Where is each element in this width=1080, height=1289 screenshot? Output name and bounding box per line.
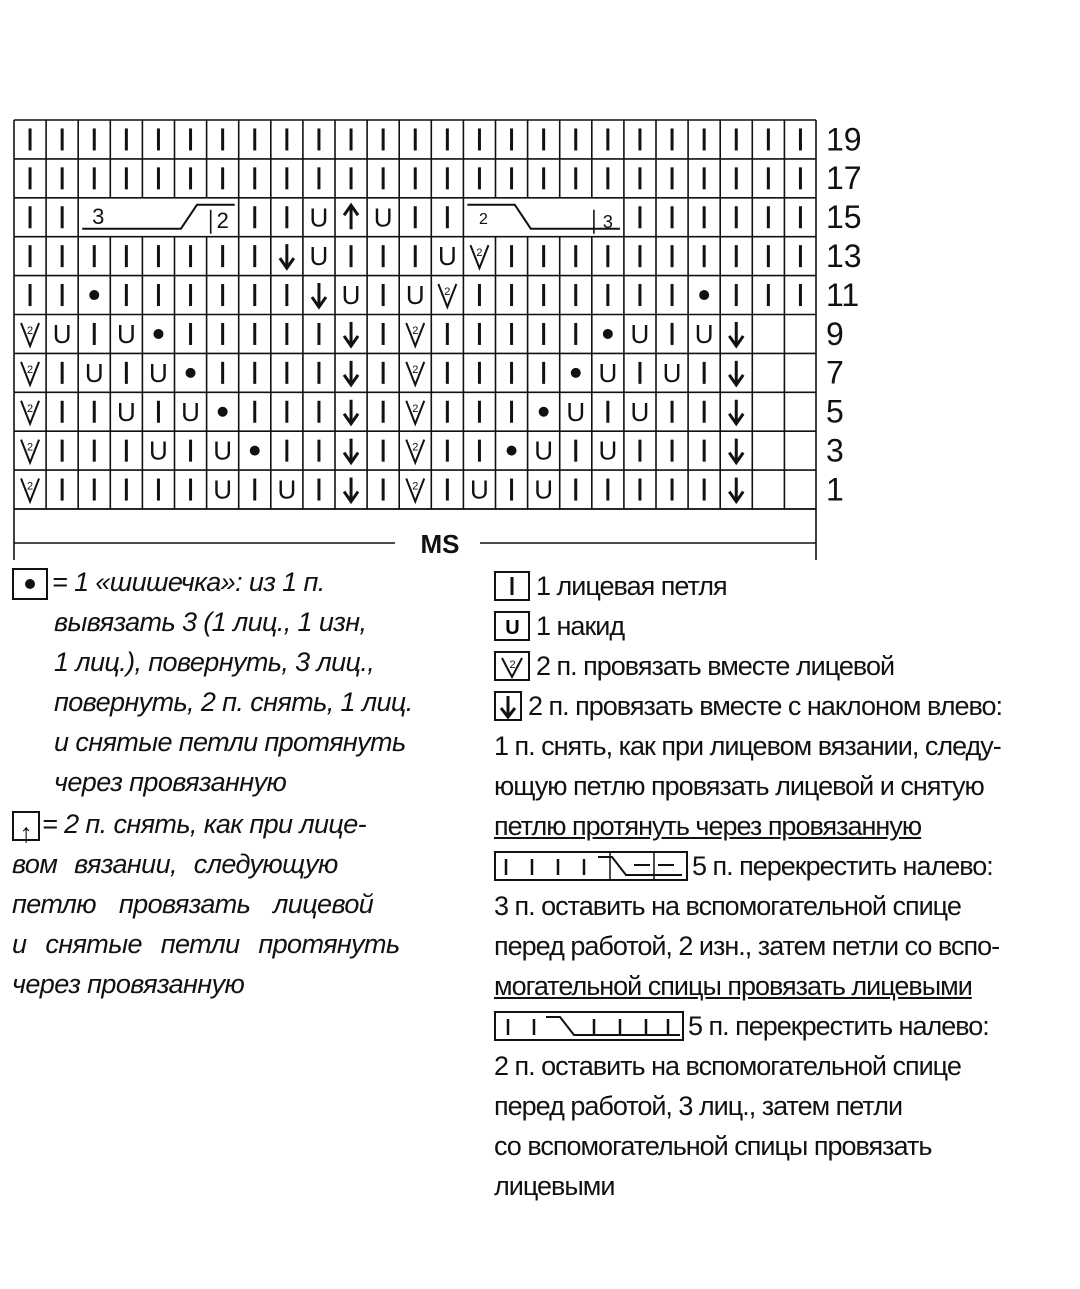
yarn-over-stitch: U	[534, 435, 554, 466]
legend-bobble-line-2: 1 лиц.), повернуть, 3 лиц.,	[54, 647, 375, 677]
yarn-over-stitch: U	[277, 474, 297, 505]
yarn-over-stitch: U	[149, 435, 168, 466]
row-label: 15	[826, 199, 862, 236]
row-label: 17	[826, 160, 862, 197]
cable-label-start: 2	[478, 210, 488, 228]
k2tog-number: 2	[26, 402, 34, 415]
legend-cable1-line-2: перед работой, 2 изн., затем петли со вспо-	[494, 931, 1000, 961]
legend-arrow-line-3: и снятые петли протянуть	[12, 929, 400, 959]
yarn-over-stitch: U	[598, 435, 618, 466]
bobble-stitch	[218, 407, 228, 417]
yarn-over-stitch: U	[309, 202, 329, 233]
row-label: 19	[826, 121, 862, 158]
legend-bobble-line-0: = 1 «шишечка»: из 1 п.	[12, 562, 482, 602]
legend-arrow-line-0: ↑ = 2 п. снять, как при лице-	[12, 804, 482, 844]
legend-bobble-line-4: и снятые петли протянуть	[54, 727, 406, 757]
cable-label-end: 2	[216, 207, 229, 233]
cable-cross-left-2-3-icon	[494, 1011, 684, 1041]
legend-ssk-line-2: ющую петлю провязать лицевой и снятую	[494, 771, 984, 801]
legend-ssk-line-3: петлю протянуть через провязанную	[494, 811, 922, 841]
yarn-over-stitch: U	[213, 435, 233, 466]
k2tog-number: 2	[444, 286, 451, 299]
legend-cable1-line-0: 5 п. перекрестить налево:	[494, 846, 1064, 886]
yarn-over-stitch: U	[309, 241, 329, 272]
legend-cable1-line-1: 3 п. оставить на вспомогательной спице	[494, 891, 961, 921]
yarn-over-stitch: U	[373, 202, 393, 233]
legend-arrow-line-1: вом вязании, следующую	[12, 849, 338, 879]
k2tog-number: 2	[412, 324, 419, 337]
cable-label-start: 3	[92, 203, 105, 229]
legend-cable2-line-4: лицевыми	[494, 1171, 615, 1201]
yarn-over-stitch: U	[598, 357, 618, 388]
yarn-over-stitch: U	[52, 318, 72, 349]
cable-cross-line	[467, 205, 620, 229]
knit-symbol-icon	[494, 571, 530, 601]
arrow-up-icon: ↑	[12, 811, 40, 841]
yarn-over-letter: U	[505, 617, 519, 639]
legend-yo: U 1 накид	[494, 606, 1064, 646]
yarn-over-stitch: U	[534, 474, 554, 505]
bobble-symbol	[12, 568, 48, 600]
legend-right	[494, 566, 1064, 1206]
yarn-over-stitch: U	[84, 357, 104, 388]
legend-bobble-line-5: через провязанную	[54, 767, 287, 797]
legend-cable2-line-3: со вспомогательной спицы провязать	[494, 1131, 932, 1161]
svg-text:2: 2	[509, 659, 515, 671]
bobble-stitch	[699, 290, 709, 300]
legend-k2tog: 2 2 п. провязать вместе лицевой	[494, 646, 1064, 686]
yarn-over-stitch: U	[470, 474, 489, 505]
bobble-stitch	[571, 368, 581, 378]
k2tog-number: 2	[412, 480, 419, 493]
legend-cable2-line-0: 5 п. перекрестить налево:	[494, 1006, 1064, 1046]
cable-cross-line	[82, 205, 235, 229]
legend-cable2-line-2: перед работой, 3 лиц., затем петли	[494, 1091, 903, 1121]
row-label: 3	[826, 432, 844, 469]
yarn-over-stitch: U	[116, 318, 136, 349]
yarn-over-stitch: U	[437, 241, 457, 272]
row-label: 13	[826, 238, 862, 275]
row-label: 11	[826, 276, 860, 313]
k2tog-number: 2	[412, 402, 419, 415]
yarn-over-stitch: U	[694, 318, 714, 349]
legend-cable2-line-1: 2 п. оставить на вспомогательной спице	[494, 1051, 961, 1081]
yarn-over-stitch: U	[630, 396, 650, 427]
legend-cable1-line-3: могательной спицы провязать лицевыми	[494, 971, 972, 1001]
row-label: 9	[826, 315, 844, 352]
yarn-over-stitch: U	[149, 357, 168, 388]
bobble-stitch	[603, 329, 613, 339]
legend-arrow-line-2: петлю провязать лицевой	[12, 889, 374, 919]
k2tog-number: 2	[26, 324, 34, 337]
bobble-stitch	[250, 446, 260, 456]
bobble-stitch	[89, 290, 99, 300]
row-label: 5	[826, 393, 844, 430]
legend-bobble-line-3: повернуть, 2 п. снять, 1 лиц.	[54, 687, 413, 717]
k2tog-number: 2	[412, 441, 419, 454]
k2tog-number: 2	[412, 363, 419, 376]
bobble-stitch	[186, 368, 196, 378]
legend-bobble-line-1: вывязать 3 (1 лиц., 1 изн,	[54, 607, 367, 637]
cable-label-end: 3	[602, 211, 613, 232]
yarn-over-stitch: U	[630, 318, 650, 349]
legend-left	[12, 562, 482, 1004]
knitting-chart	[0, 0, 1080, 560]
ssk-symbol-icon	[494, 691, 522, 721]
row-label: 1	[826, 471, 844, 508]
yarn-over-stitch: U	[341, 280, 361, 311]
ms-label: MS	[420, 529, 460, 559]
k2tog-number: 2	[26, 363, 34, 376]
row-label: 7	[826, 354, 844, 391]
bobble-stitch	[507, 446, 517, 456]
k2tog-number: 2	[476, 247, 483, 260]
legend-ssk-line-0: 2 п. провязать вместе с наклоном влево:	[494, 686, 1064, 726]
legend-knit: 1 лицевая петля	[494, 566, 1064, 606]
yarn-over-stitch: U	[213, 474, 233, 505]
yarn-over-symbol-icon	[494, 611, 530, 641]
ms-box	[14, 509, 816, 560]
bobble-stitch	[153, 329, 163, 339]
yarn-over-stitch: U	[405, 280, 425, 311]
yarn-over-stitch: U	[566, 396, 586, 427]
bobble-stitch	[539, 407, 549, 417]
yarn-over-stitch: U	[181, 396, 200, 427]
k2tog-number: 2	[26, 480, 34, 493]
yarn-over-stitch: U	[662, 357, 682, 388]
legend-ssk-line-1: 1 п. снять, как при лицевом вязании, следу-	[494, 731, 1001, 761]
legend-arrow-line-4: через провязанную	[12, 969, 245, 999]
yarn-over-stitch: U	[116, 396, 136, 427]
k2tog-symbol-icon	[494, 651, 530, 681]
k2tog-number: 2	[26, 441, 34, 454]
cable-cross-left-3-2-icon	[494, 851, 688, 881]
